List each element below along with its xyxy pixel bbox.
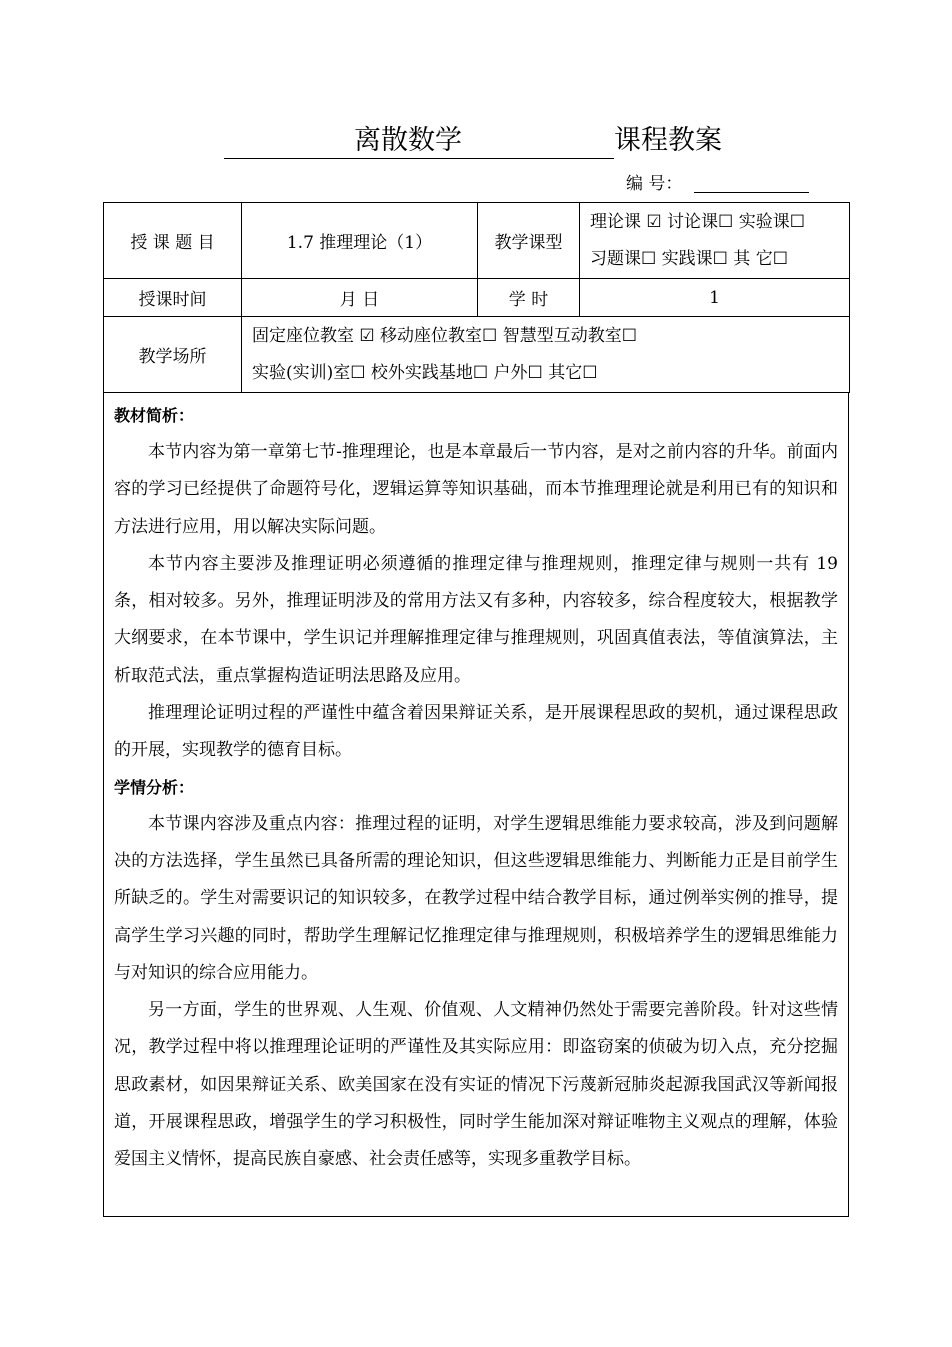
venue-label: 教学场所 xyxy=(104,317,242,393)
lesson-type-options-line1[interactable]: 理论课 ☑ 讨论课☐ 实验课☐ xyxy=(590,211,805,232)
analysis-box xyxy=(103,392,849,1217)
hours-label: 学 时 xyxy=(478,279,580,317)
serial-number-field[interactable] xyxy=(694,192,809,193)
hours-value: 1 xyxy=(580,279,850,317)
material-paragraph-2: 本节内容主要涉及推理证明必须遵循的推理定律与推理规则，推理定律与规则一共有 19 条，相对较多。另外，推理证明涉及的常用方法又有多种，内容较多，综合程度较大，根据教学大纲要求，在本节课中，学生识记并理解推理定律与推理规则，巩固真值表法，等值演算法，主析取范式法，重点掌握构造证明法思路及应用。 xyxy=(114,553,838,686)
lesson-type-options xyxy=(580,203,850,279)
venue-options xyxy=(242,317,850,393)
student-paragraph-2: 另一方面，学生的世界观、人生观、价值观、人文精神仍然处于需要完善阶段。针对这些情况，教学过程中将以推理理论证明的严谨性及其实际应用：即盗窃案的侦破为切入点，充分挖掘思政素材，如因果辩证关系、欧美国家在没有实证的情况下污蔑新冠肺炎起源我国武汉等新闻报道，开展课程思政，增强学生的学习积极性，同时学生能加深对辩证唯物主义观点的理解，体验爱国主义情怀，提高民族自豪感、社会责任感等，实现多重教学目标。 xyxy=(114,1000,838,1170)
topic-label: 授 课 题 目 xyxy=(104,203,242,279)
venue-options-line2[interactable]: 实验(实训)室☐ 校外实践基地☐ 户外☐ 其它☐ xyxy=(252,362,598,383)
document-title: 课程教案 xyxy=(614,125,722,156)
material-paragraph-1: 本节内容为第一章第七节-推理理论，也是本章最后一节内容，是对之前内容的升华。前面内容的学习已经提供了命题符号化，逻辑运算等知识基础，而本节推理理论就是利用已有的知识和方法进行应用，用以解决实际问题。 xyxy=(114,442,838,537)
time-label: 授课时间 xyxy=(104,279,242,317)
material-paragraph-3: 推理理论证明过程的严谨性中蕴含着因果辩证关系，是开展课程思政的契机，通过课程思政的开展，实现教学的德育目标。 xyxy=(114,703,838,761)
venue-options-line1[interactable]: 固定座位教室 ☑ 移动座位教室☐ 智慧型互动教室☐ xyxy=(252,325,637,346)
serial-number-label: 编 号： xyxy=(626,174,683,194)
date-value: 月 日 xyxy=(242,279,478,317)
topic-value: 1.7 推理理论（1） xyxy=(242,203,478,279)
lesson-type-label: 教学课型 xyxy=(478,203,580,279)
course-name: 离散数学 xyxy=(354,125,462,156)
lesson-type-options-line2[interactable]: 习题课☐ 实践课☐ 其 它☐ xyxy=(590,248,788,269)
student-analysis-heading: 学情分析： xyxy=(114,777,195,797)
material-analysis-heading: 教材简析： xyxy=(114,406,195,425)
student-paragraph-1: 本节课内容涉及重点内容：推理过程的证明，对学生逻辑思维能力要求较高，涉及到问题解决的方法选择，学生虽然已具备所需的理论知识，但这些逻辑思维能力、判断能力正是目前学生所缺乏的。学生对需要识记的知识较多，在教学过程中结合教学目标，通过例举实例的推导，提高学生学习兴趣的同时，帮助学生理解记忆推理定律与推理规则，积极培养学生的逻辑思维能力与对知识的综合应用能力。 xyxy=(114,813,838,983)
lesson-info-table xyxy=(103,202,850,393)
